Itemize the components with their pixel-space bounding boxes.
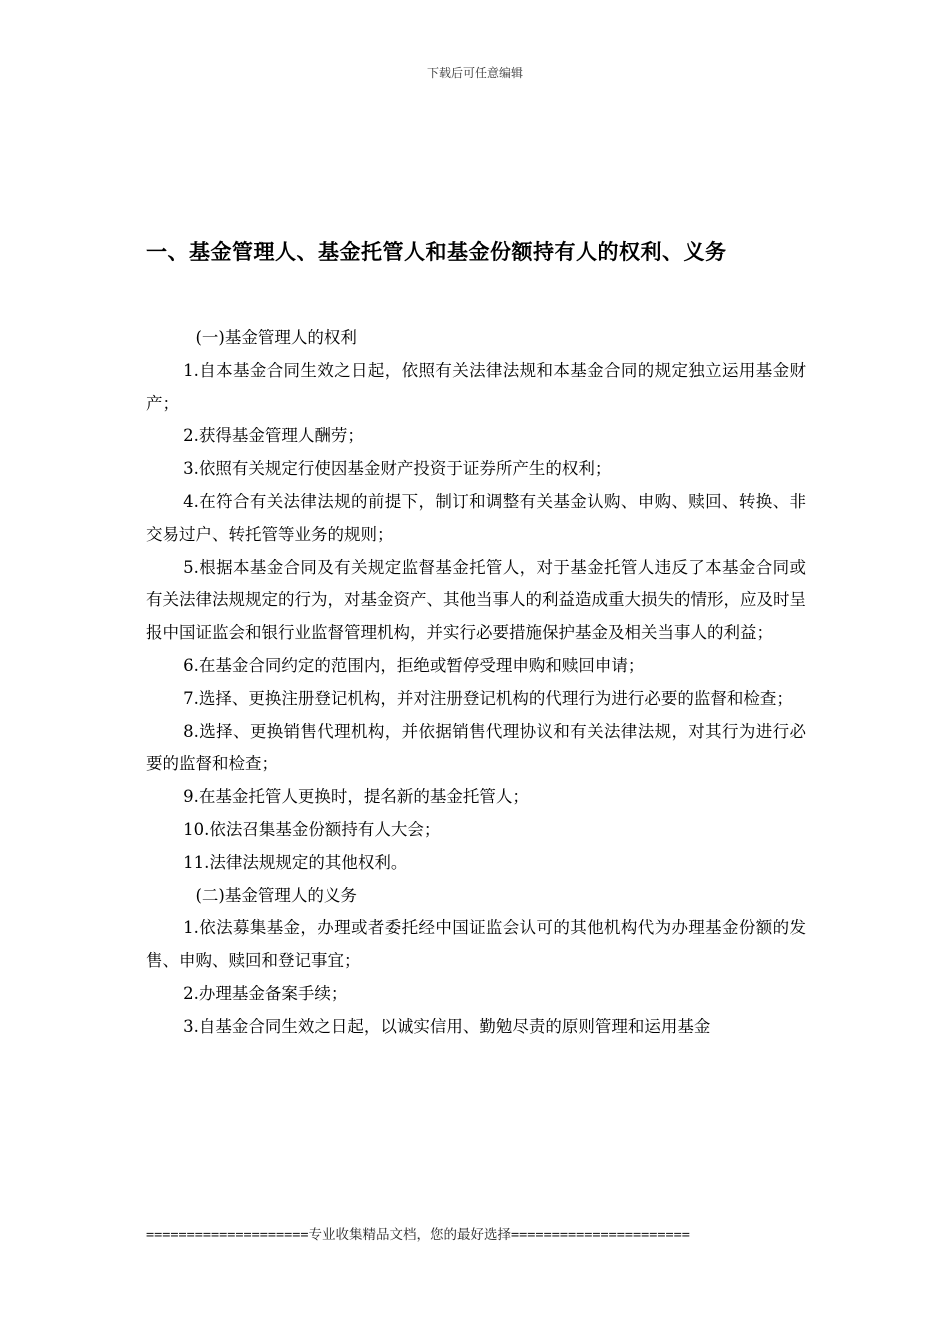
paragraph: 1.依法募集基金，办理或者委托经中国证监会认可的其他机构代为办理基金份额的发售、申购、赎回和登记事宜； xyxy=(146,918,806,971)
page-header: 下载后可任意编辑 xyxy=(426,66,523,80)
paragraph: 11.法律法规规定的其他权利。 xyxy=(183,852,408,872)
paragraph: 1.自本基金合同生效之日起，依照有关法律法规和本基金合同的规定独立运用基金财产； xyxy=(146,360,806,413)
paragraph: 5.根据本基金合同及有关规定监督基金托管人，对于基金托管人违反了本基金合同或有关法律法规规定的行为，对基金资产、其他当事人的利益造成重大损失的情形，应及时呈报中国证监会和银行业监督管理机构，并实行必要措施保护基金及相关当事人的利益； xyxy=(146,557,806,643)
paragraph: 6.在基金合同约定的范围内，拒绝或暂停受理申购和赎回申请； xyxy=(183,655,645,675)
section-heading: 一、基金管理人、基金托管人和基金份额持有人的权利、义务 xyxy=(146,240,727,264)
paragraph: 4.在符合有关法律法规的前提下，制订和调整有关基金认购、申购、赎回、转换、非交易过户、转托管等业务的规则； xyxy=(146,491,806,544)
paragraph: 3.依照有关规定行使因基金财产投资于证券所产生的权利； xyxy=(183,459,612,479)
page-footer: ====================专业收集精品文档，您的最好选择====================== xyxy=(146,1227,690,1243)
subsection-title: (二)基金管理人的义务 xyxy=(195,885,357,905)
document-body xyxy=(146,322,806,1044)
subsection-title: (一)基金管理人的权利 xyxy=(195,328,357,347)
paragraph: 2.获得基金管理人酬劳； xyxy=(183,426,364,446)
paragraph: 9.在基金托管人更换时，提名新的基金托管人； xyxy=(183,787,529,807)
paragraph: 3.自基金合同生效之日起，以诚实信用、勤勉尽责的原则管理和运用基金 xyxy=(183,1016,711,1036)
paragraph: 2.办理基金备案手续； xyxy=(183,983,348,1003)
paragraph: 10.依法召集基金份额持有人大会； xyxy=(183,819,441,839)
paragraph: 8.选择、更换销售代理机构，并依据销售代理协议和有关法律法规，对其行为进行必要的监督和检查； xyxy=(146,721,806,774)
paragraph: 7.选择、更换注册登记机构，并对注册登记机构的代理行为进行必要的监督和检查； xyxy=(183,688,793,708)
